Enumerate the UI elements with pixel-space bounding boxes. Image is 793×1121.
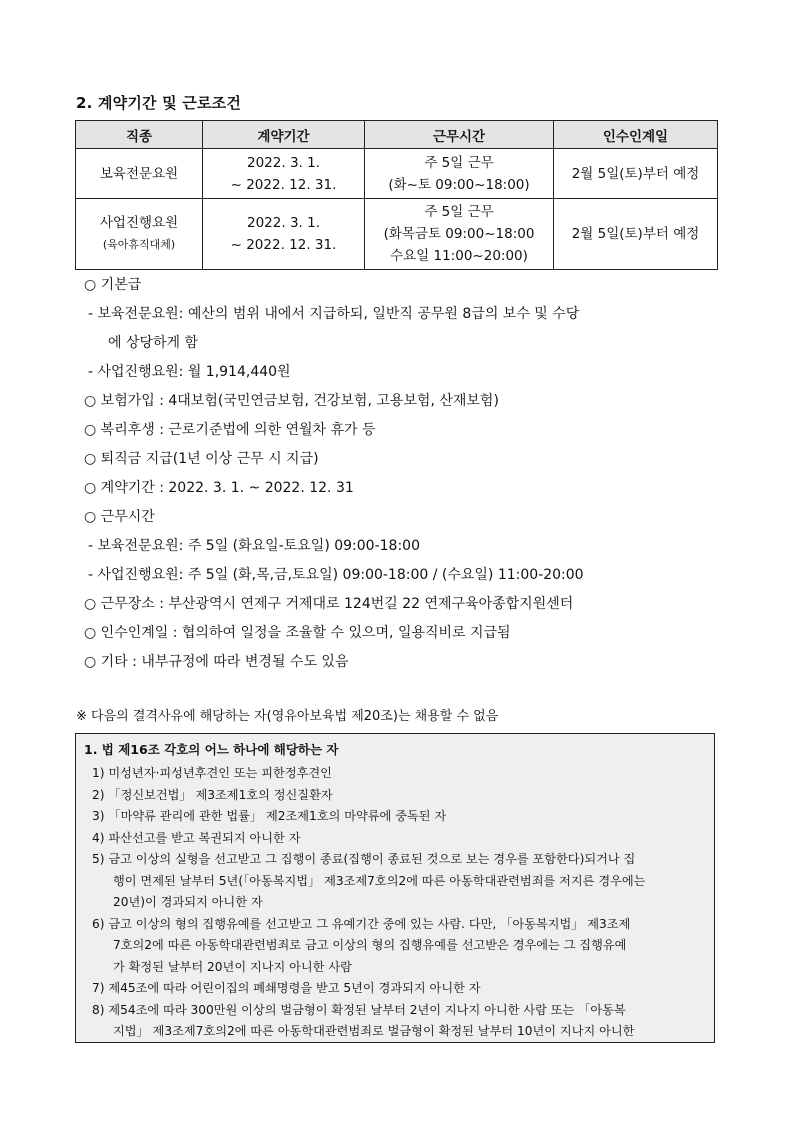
period-start: 2022. 3. 1. xyxy=(247,154,320,171)
conditions-list xyxy=(84,274,734,680)
header-hours: 근무시간 xyxy=(365,121,554,149)
period-end: ~ 2022. 12. 31. xyxy=(230,176,337,193)
hours-project: - 사업진행요원: 주 5일 (화,목,금,토요일) 09:00-18:00 / (수요일) 11:00-20:00 xyxy=(88,567,584,583)
header-handover: 인수인계일 xyxy=(554,121,718,149)
job-name: 보육전문요원 xyxy=(99,165,179,182)
list-item-cont: 행이 면제된 날부터 5년(「아동복지법」 제3조제7호의2에 따른 아동학대관련범죄를 저지른 경우에는 xyxy=(113,873,646,888)
list-item: 4) 파산선고를 받고 복권되지 아니한 자 xyxy=(92,830,301,845)
header-job: 직종 xyxy=(76,121,203,149)
period-end: ~ 2022. 12. 31. xyxy=(230,237,337,253)
hours-childcare: - 보육전문요원: 주 5일 (화요일-토요일) 09:00-18:00 xyxy=(88,538,420,554)
disqualification-box xyxy=(75,733,715,1043)
hours-heading: ○ 근무시간 xyxy=(84,509,155,525)
list-item: 1) 미성년자·피성년후견인 또는 피한정후견인 xyxy=(92,766,332,780)
salary-heading: ○ 기본급 xyxy=(84,277,142,293)
list-item: 3) 「마약류 관리에 관한 법률」 제2조제1호의 마약류에 중독된 자 xyxy=(92,809,447,823)
list-item: 7) 제45조에 따라 어린이집의 폐쇄명령을 받고 5년이 경과되지 아니한 자 xyxy=(92,981,481,995)
table-header-row xyxy=(76,121,718,149)
hours-cell xyxy=(365,149,554,199)
insurance-line: ○ 보험가입 : 4대보험(국민연금보험, 건강보험, 고용보험, 산재보험) xyxy=(84,393,499,409)
job-name: 사업진행요원 xyxy=(99,215,179,231)
list-item-cont: 7호의2에 따른 아동학대관련범죄로 금고 이상의 형의 집행유예를 선고받은 경우에는 그 집행유예 xyxy=(113,938,627,952)
section-title: 2. 계약기간 및 근로조건 xyxy=(76,94,242,112)
handover-cell: 2월 5일(토)부터 예정 xyxy=(554,199,718,270)
salary-childcare-cont: 에 상당하게 함 xyxy=(108,335,199,351)
list-item: 6) 금고 이상의 형의 집행유예를 선고받고 그 유예기간 중에 있는 사람. 다만, 「아동복지법」 제3조제 xyxy=(92,916,631,931)
list-item-cont: 가 확정된 날부터 20년이 지나지 아니한 사람 xyxy=(113,959,352,974)
handover-line: ○ 인수인계일 : 협의하여 일정을 조율할 수 있으며, 일용직비로 지급됨 xyxy=(84,625,511,641)
job-cell xyxy=(76,199,203,270)
list-item-cont: 지법」 제3조제7호의2에 따른 아동학대관련범죄로 벌금형이 확정된 날부터 10년이 지나지 아니한 xyxy=(113,1024,635,1038)
hours-cell xyxy=(365,199,554,270)
period-cell xyxy=(203,149,365,199)
hours-line: (화목금토 09:00~18:00 xyxy=(383,226,535,242)
disqualification-note: ※ 다음의 결격사유에 해당하는 자(영유아보육법 제20조)는 채용할 수 없음 xyxy=(76,709,499,724)
job-note: (육아휴직대체) xyxy=(102,238,176,251)
hours-line: (화~토 09:00~18:00) xyxy=(388,176,530,193)
hours-line: 주 5일 근무 xyxy=(424,204,494,220)
header-period: 계약기간 xyxy=(203,121,365,149)
salary-project: - 사업진행요원: 월 1,914,440원 xyxy=(88,364,291,380)
job-cell xyxy=(76,149,203,199)
list-item: 8) 제54조에 따라 300만원 이상의 벌금형이 확정된 날부터 2년이 지나지 아니한 사람 또는 「아동복 xyxy=(92,1002,626,1017)
other-line: ○ 기타 : 내부규정에 따라 변경될 수도 있음 xyxy=(84,654,349,670)
period-cell xyxy=(203,199,365,270)
disqualification-heading: 1. 법 제16조 각호의 어느 하나에 해당하는 자 xyxy=(84,742,339,757)
handover-cell: 2월 5일(토)부터 예정 xyxy=(554,149,718,199)
list-item: 5) 금고 이상의 실형을 선고받고 그 집행이 종료(집행이 종료된 것으로 보는 경우를 포함한다)되거나 집 xyxy=(92,852,636,866)
table-row xyxy=(76,199,718,270)
period-line: ○ 계약기간 : 2022. 3. 1. ~ 2022. 12. 31 xyxy=(84,480,354,496)
place-line: ○ 근무장소 : 부산광역시 연제구 거제대로 124번길 22 연제구육아종합지원센터 xyxy=(84,596,574,612)
list-item: 2) 「정신보건법」 제3조제1호의 정신질환자 xyxy=(92,787,333,802)
table-row xyxy=(76,149,718,199)
hours-line: 주 5일 근무 xyxy=(424,154,494,171)
list-item-cont: 20년)이 경과되지 아니한 자 xyxy=(113,895,263,909)
hours-line: 수요일 11:00~20:00) xyxy=(390,248,528,264)
salary-childcare: - 보육전문요원: 예산의 범위 내에서 지급하되, 일반직 공무원 8급의 보수 및 수당 xyxy=(88,306,580,322)
welfare-line: ○ 복리후생 : 근로기준법에 의한 연월차 휴가 등 xyxy=(84,422,376,438)
contract-table xyxy=(75,120,718,270)
severance-line: ○ 퇴직금 지급(1년 이상 근무 시 지급) xyxy=(84,451,319,467)
period-start: 2022. 3. 1. xyxy=(247,215,320,231)
